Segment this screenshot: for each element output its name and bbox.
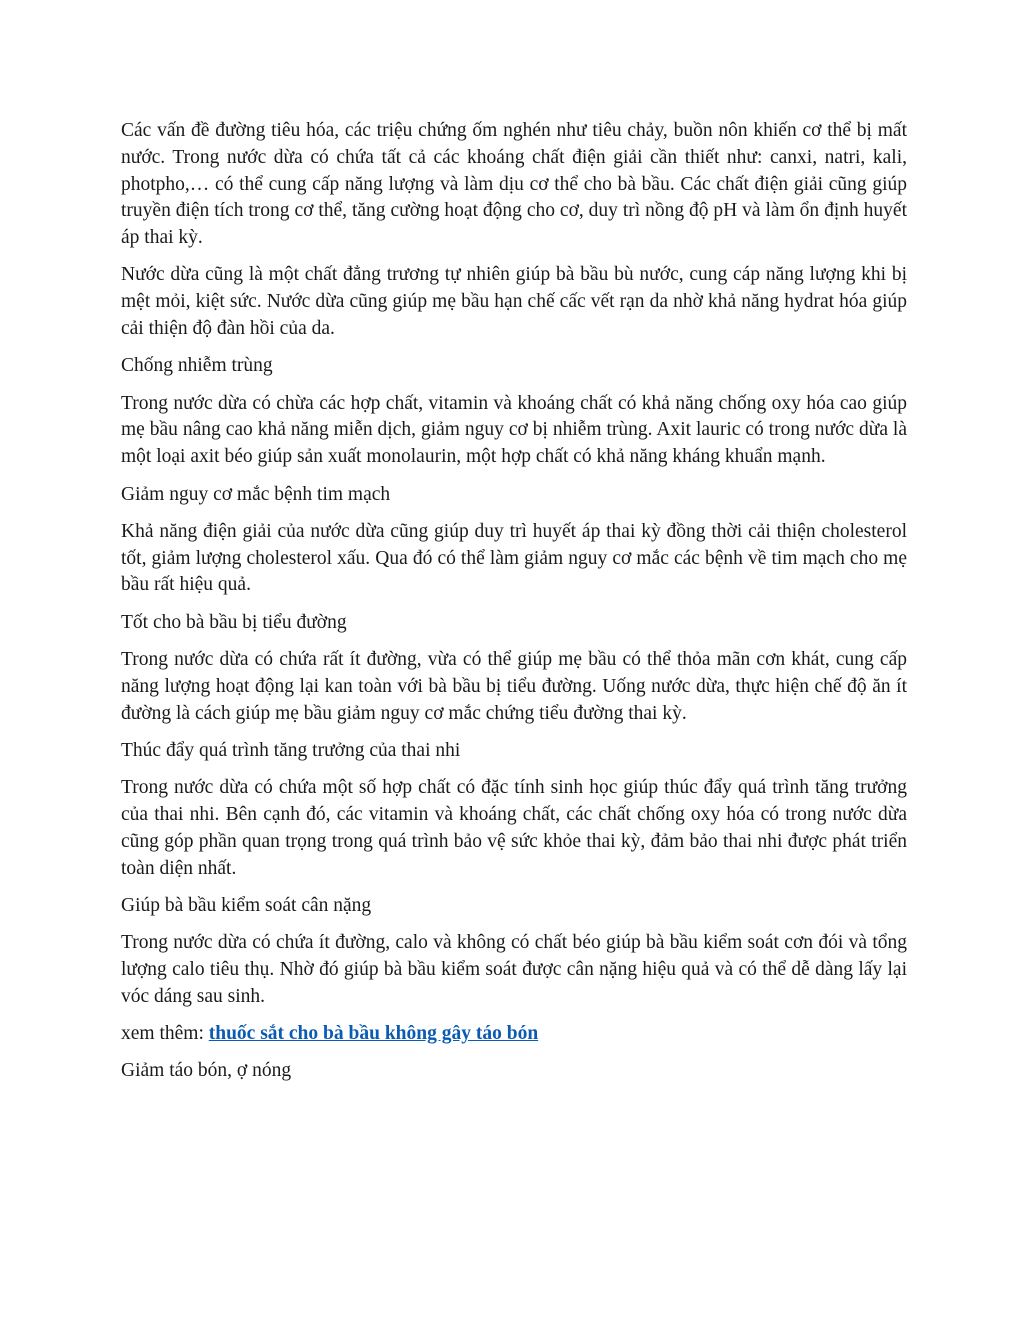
heading-constipation: Giảm táo bón, ợ nóng [121,1060,292,1082]
heading-weight-control: Giúp bà bầu kiểm soát cân nặng [121,894,372,916]
see-more-link[interactable]: thuốc sắt cho bà bầu không gây táo bón [208,1023,539,1045]
paragraph-diabetes: Trong nước dừa có chứa rất ít đường, vừa có thể giúp mẹ bầu có thể thỏa mãn cơn khát, cung cấp năng lượng hoạt động lại kan toàn với bà bầu bị tiểu đường. Uống nước dừa, thực hiện chế độ ăn ít đường là cách giúp mẹ bầu giảm nguy cơ mắc chứng tiểu đường thai kỳ. [121,649,907,724]
document-page [121,118,907,1096]
heading-fetal-growth: Thúc đẩy quá trình tăng trưởng của thai nhi [121,739,461,761]
see-more-label: xem thêm: [121,1023,209,1045]
heading-heart-disease: Giảm nguy cơ mắc bệnh tim mạch [121,483,391,505]
paragraph-hydration: Nước dừa cũng là một chất đẳng trương tự nhiên giúp bà bầu bù nước, cung cáp năng lượng khi bị mệt mỏi, kiệt sức. Nước dừa cũng giúp mẹ bầu hạn chế cấc vết rạn da nhờ khả năng hydrat hóa giúp cải thiện độ đàn hồi của da. [121,264,907,340]
paragraph-weight-control: Trong nước dừa có chứa ít đường, calo và không có chất béo giúp bà bầu kiểm soát cơn đói và tổng lượng calo tiêu thụ. Nhờ đó giúp bà bầu kiểm soát được cân nặng hiệu quả và có thể dễ dàng lấy lại vóc dáng sau sinh. [121,932,907,1007]
paragraph-fetal-growth: Trong nước dừa có chứa một số hợp chất có đặc tính sinh học giúp thúc đẩy quá trình tăng trưởng của thai nhi. Bên cạnh đó, các vitamin và khoáng chất, các chất chống oxy hóa có trong nước dừa cũng góp phần quan trọng trong quá trình bảo vệ sức khỏe thai kỳ, đảm bảo thai nhi được phát triển toàn diện nhất. [121,777,907,879]
paragraph-heart-disease: Khả năng điện giải của nước dừa cũng giúp duy trì huyết áp thai kỳ đồng thời cải thiện cholesterol tốt, giảm lượng cholesterol xấu. Qua đó có thể làm giảm nguy cơ mắc các bệnh về tim mạch cho mẹ bầu rất hiệu quả. [121,520,907,596]
heading-diabetes: Tốt cho bà bầu bị tiểu đường [121,611,347,633]
paragraph-anti-infection: Trong nước dừa có chừa các hợp chất, vitamin và khoáng chất có khả năng chống oxy hóa cao giúp mẹ bầu nâng cao khả năng miễn dịch, giảm nguy cơ bị nhiễm trùng. Axit lauric có trong nước dừa là một loại axit béo giúp sản xuất monolaurin, một hợp chất có khả năng kháng khuẩn mạnh. [121,392,907,468]
see-more-line [121,1021,907,1048]
paragraph-electrolytes: Các vấn đề đường tiêu hóa, các triệu chứng ốm nghén như tiêu chảy, buồn nôn khiến cơ thể bị mất nước. Trong nước dừa có chứa tất cả các khoáng chất điện giải cần thiết như: canxi, natri, kali, photpho,… có thể cung cấp năng lượng và làm dịu cơ thể cho bà bầu. Các chất điện giải cũng giúp truyền điện tích trong cơ thể, tăng cường hoạt động cho cơ, duy trì nồng độ pH và làm ổn định huyết áp thai kỳ. [121,120,907,249]
heading-anti-infection: Chống nhiễm trùng [121,355,273,377]
